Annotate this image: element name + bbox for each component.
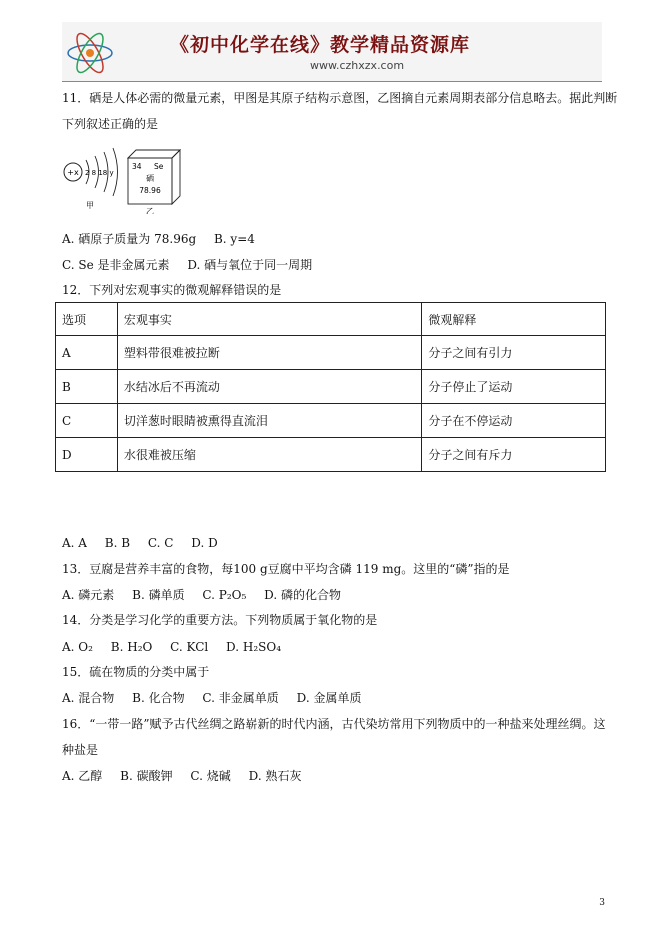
page-number: 3 xyxy=(599,898,605,908)
q14-stem: 14．分类是学习化学的重要方法。下列物质属于氧化物的是 xyxy=(62,613,378,627)
table-cell: 分子之间有引力 xyxy=(422,336,606,370)
site-url[interactable]: www.czhxzx.com xyxy=(310,59,405,72)
q11-stem-line1: 11．硒是人体必需的微量元素，甲图是其原子结构示意图，乙图摘自元素周期表部分信息略去。据此判断 xyxy=(62,91,618,105)
q12-table xyxy=(55,302,606,472)
site-title: 《初中化学在线》教学精品资源库 xyxy=(170,34,471,56)
q15-option-c[interactable]: C. 非金属单质 xyxy=(202,691,279,705)
label-jia: 甲 xyxy=(86,201,94,210)
q16-option-a[interactable]: A. 乙醇 xyxy=(62,769,103,783)
element-number: 34 xyxy=(132,162,142,171)
q13-option-a[interactable]: A. 磷元素 xyxy=(62,588,115,602)
table-cell: 切洋葱时眼睛被熏得直流泪 xyxy=(117,404,421,438)
q15-stem: 15．硫在物质的分类中属于 xyxy=(62,665,210,679)
table-cell: C xyxy=(56,404,118,438)
table-cell: D xyxy=(56,438,118,472)
q12-option-a[interactable]: A. A xyxy=(62,536,87,550)
table-row xyxy=(56,438,606,472)
element-name: 硒 xyxy=(146,174,154,183)
table-cell: 塑料带很难被拉断 xyxy=(117,336,421,370)
q13-options xyxy=(62,587,355,603)
element-mass: 78.96 xyxy=(139,186,161,195)
table-header-cell: 微观解释 xyxy=(422,303,606,336)
q11-options-row2 xyxy=(62,257,326,273)
q12-option-d[interactable]: D. D xyxy=(191,536,218,550)
q11-option-d[interactable]: D. 硒与氧位于同一周期 xyxy=(187,258,313,272)
table-header-row xyxy=(56,303,606,336)
q14-option-a[interactable]: A. O₂ xyxy=(62,640,93,654)
q15-option-a[interactable]: A. 混合物 xyxy=(62,691,115,705)
q11-option-c[interactable]: C. Se 是非金属元素 xyxy=(62,258,170,272)
table-row xyxy=(56,370,606,404)
q11-option-a[interactable]: A. 硒原子质量为 78.96g xyxy=(62,232,197,246)
q16-option-c[interactable]: C. 烧碱 xyxy=(190,769,231,783)
q12-stem: 12．下列对宏观事实的微观解释错误的是 xyxy=(62,283,282,297)
table-cell: A xyxy=(56,336,118,370)
q16-options xyxy=(62,768,315,784)
q13-option-b[interactable]: B. 磷单质 xyxy=(132,588,185,602)
table-cell: 分子之间有斥力 xyxy=(422,438,606,472)
q15-option-b[interactable]: B. 化合物 xyxy=(132,691,185,705)
table-header-cell: 选项 xyxy=(56,303,118,336)
header-divider xyxy=(62,81,602,82)
nucleus-charge: +x xyxy=(67,168,79,177)
table-row xyxy=(56,404,606,438)
element-symbol: Se xyxy=(154,162,164,171)
q11-stem-line2: 下列叙述正确的是 xyxy=(62,117,159,131)
q13-option-c[interactable]: C. P₂O₅ xyxy=(202,588,247,602)
q13-option-d[interactable]: D. 磷的化合物 xyxy=(264,588,341,602)
shell-electrons: 2 8 18 y xyxy=(85,169,114,177)
q15-options xyxy=(62,690,375,706)
q16-stem-line1: 16．“一带一路”赋予古代丝绸之路崭新的时代内涵，古代染坊常用下列物质中的一种盐来处理丝绸。这 xyxy=(62,717,606,731)
table-row xyxy=(56,336,606,370)
q14-option-b[interactable]: B. H₂O xyxy=(110,640,153,654)
q14-option-d[interactable]: D. H₂SO₄ xyxy=(226,640,282,654)
table-cell: 水结冰后不再流动 xyxy=(117,370,421,404)
table-cell: B xyxy=(56,370,118,404)
table-cell: 分子在不停运动 xyxy=(422,404,606,438)
q14-option-c[interactable]: C. KCl xyxy=(170,640,209,654)
q12-option-c[interactable]: C. C xyxy=(147,536,174,550)
q13-stem: 13．豆腐是营养丰富的食物，每100 g豆腐中平均含磷 119 mg。这里的“磷”指的是 xyxy=(62,562,510,576)
q16-option-d[interactable]: D. 熟石灰 xyxy=(248,769,302,783)
q12-options xyxy=(62,535,232,551)
table-cell: 分子停止了运动 xyxy=(422,370,606,404)
q12-option-b[interactable]: B. B xyxy=(104,536,131,550)
q16-stem-line2: 种盐是 xyxy=(62,743,99,757)
atom-logo-icon xyxy=(65,30,115,76)
q14-options xyxy=(62,639,295,655)
q11-option-b[interactable]: B. y=4 xyxy=(213,232,255,246)
q15-option-d[interactable]: D. 金属单质 xyxy=(296,691,362,705)
table-cell: 水很难被压缩 xyxy=(117,438,421,472)
selenium-figure xyxy=(62,144,192,214)
q11-options-row1 xyxy=(62,231,269,247)
label-yi: 乙 xyxy=(146,207,154,214)
table-header-cell: 宏观事实 xyxy=(117,303,421,336)
q16-option-b[interactable]: B. 碳酸钾 xyxy=(120,769,173,783)
